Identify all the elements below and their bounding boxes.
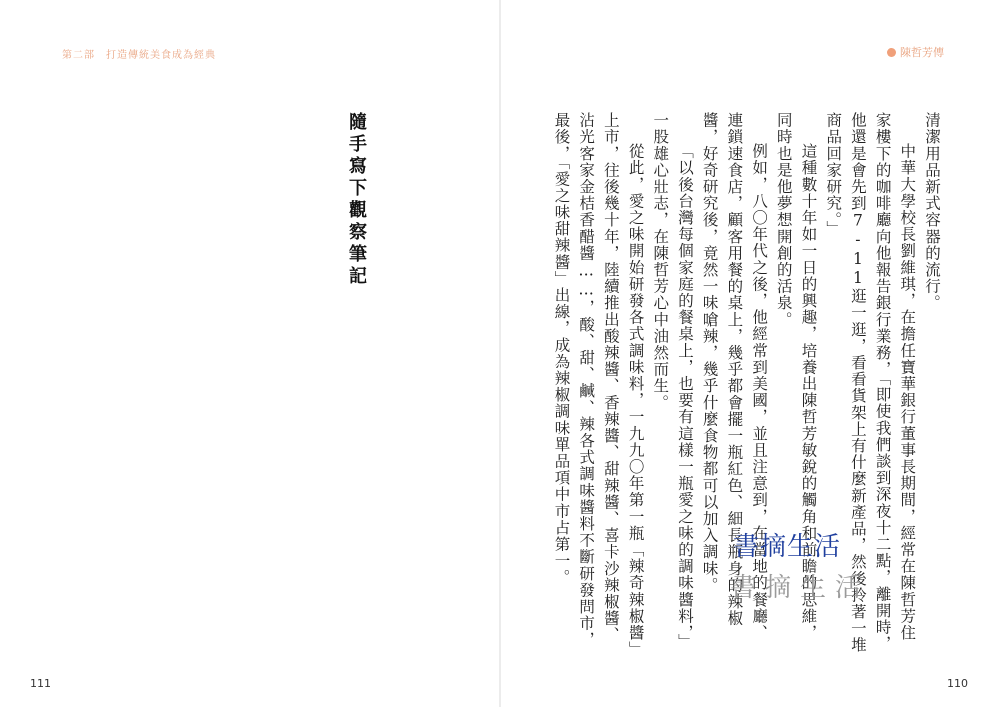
right-paragraph-2: 中華大學校長劉維琪，在擔任寶華銀行董事長期間，經常在陳哲芳住家樓下的咖啡廳向他報告銀行業務，「即使我們談到深夜十二點，離開時，他還是會先到7-11逛一逛，看看貨架上有什麼新產品，然後拎著一堆商品回家研究。」	[824, 112, 917, 654]
bullet-dot-icon	[887, 48, 896, 57]
watermark-gray: 書摘生活	[730, 573, 871, 603]
page-number-right: 110	[947, 677, 968, 690]
running-head-left: 第二部 打造傳統美食成為經典	[62, 50, 216, 61]
right-paragraph-4: 例如，八〇年代之後，他經常到美國，並且注意到，在當地的餐廳、連鎖速食店，顧客用餐的桌上，幾乎都會擺一瓶紅色、細長瓶身的辣椒醬，好奇研究後，竟然一味嗆辣，幾乎什麼食物都可以加入調味。	[700, 112, 769, 641]
page-number-left: 111	[30, 677, 51, 690]
right-paragraph-3: 這種數十年如一日的興趣，培養出陳哲芳敏銳的觸角和前瞻的思維，同時也是他夢想開創的活泉。	[774, 112, 818, 641]
running-head-right-text: 陳哲芳傳	[900, 46, 944, 59]
right-paragraph-6: 從此，愛之味開始研發各式調味料，一九九〇年第一瓶「辣奇辣椒醬」上市，往後幾十年，陸續推出酸辣醬、香辣醬、甜辣醬、喜卡沙辣椒醬、沾光客家金桔香醋醬……，酸、甜、鹹、辣各式調味醬料不斷研發問市，最後，「愛之味甜辣醬」出線，成為辣椒調味單品項中市占第一。	[552, 112, 645, 650]
right-paragraph-1: 清潔用品新式容器的流行。	[923, 112, 941, 312]
section-heading: 隨手寫下觀察筆記	[346, 112, 367, 288]
watermark-blue: 書摘生活	[733, 532, 842, 562]
right-paragraph-5: 「以後台灣每個家庭的餐桌上，也要有這樣一瓶愛之味的調味醬料，」一股雄心壯志，在陳哲芳心中油然而生。	[651, 112, 694, 650]
running-head-right	[887, 44, 944, 60]
